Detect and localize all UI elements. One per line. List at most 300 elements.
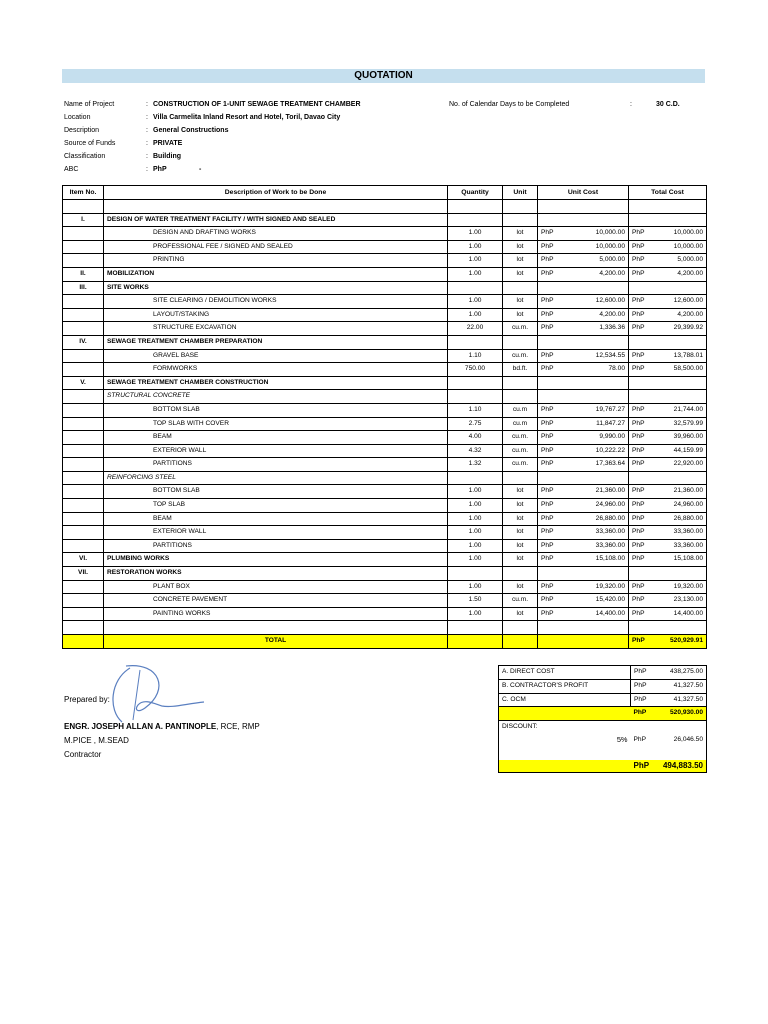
unit-cost-currency-cell: PhP [538,499,569,513]
document-title: QUOTATION [62,69,705,83]
project-field [64,124,704,137]
quantity-cell: 1.00 [448,580,503,594]
total-cost-cell: 33,360.00 [656,526,707,540]
item-no-cell [63,295,104,309]
quantity-cell: 750.00 [448,363,503,377]
table-row [63,308,707,322]
total-cost-cell [656,200,707,214]
unit-cost-cell: 17,363.64 [569,458,629,472]
description-cell: TOP SLAB [104,499,448,513]
description-cell: PLANT BOX [104,580,448,594]
total-cost-cell [656,567,707,581]
unit-cell: lot [503,308,538,322]
unit-cost-currency-cell: PhP [538,458,569,472]
unit-cost-currency-cell: PhP [538,417,569,431]
total-cost-cell: 44,159.99 [656,444,707,458]
unit-cost-currency-cell [538,200,569,214]
total-cost-cell: 23,130.00 [656,594,707,608]
quantity-cell [448,335,503,349]
table-row [63,335,707,349]
quantity-cell: 4.32 [448,444,503,458]
unit-cell: cu.m. [503,322,538,336]
unit-cell: lot [503,267,538,281]
item-no-cell [63,621,104,635]
total-cost-cell: 13,788.01 [656,349,707,363]
unit-cost-currency-cell: PhP [538,580,569,594]
item-no-cell [63,349,104,363]
project-field-value: General Constructions [153,127,229,134]
table-row [63,403,707,417]
total-cost-currency-cell [629,335,656,349]
total-cost-currency-cell: PhP [629,227,656,241]
description-cell: RESTORATION WORKS [104,567,448,581]
quantity-cell: 1.00 [448,512,503,526]
quantity-cell: 1.00 [448,485,503,499]
unit-cost-cell: 19,767.27 [569,403,629,417]
unit-cost-cell: 12,534.55 [569,349,629,363]
project-field-colon: : [146,166,148,173]
total-cost-currency-cell [629,376,656,390]
total-cost-cell: 4,200.00 [656,308,707,322]
item-no-cell: VII. [63,567,104,581]
project-field-extra: - [199,166,202,173]
unit-cost-currency-cell: PhP [538,363,569,377]
table-row [63,267,707,281]
table-row [63,322,707,336]
total-cost-cell: 58,500.00 [656,363,707,377]
table-row [63,200,707,214]
project-field-label: Classification [64,153,106,160]
item-no-cell [63,526,104,540]
header-description: Description of Work to be Done [104,186,448,200]
unit-cost-currency-cell: PhP [538,607,569,621]
spacer-3 [658,747,707,760]
table-row [63,485,707,499]
subtotal-currency: PhP [631,707,658,721]
unit-cost-cell [569,621,629,635]
unit-cell: lot [503,512,538,526]
quantity-cell [448,213,503,227]
total-cost-cell: 12,600.00 [656,295,707,309]
unit-cell: lot [503,580,538,594]
unit-cost-cell [569,390,629,404]
quantity-cell: 1.32 [448,458,503,472]
total-cost-currency-cell: PhP [629,553,656,567]
unit-cell: cu.m. [503,349,538,363]
project-field-value: PhP [153,166,167,173]
project-field-label: Name of Project [64,101,115,108]
total-cost-cell: 24,960.00 [656,499,707,513]
unit-cell: cu.m. [503,458,538,472]
total-value: 520,929.91 [656,635,707,649]
summary-direct-cost [499,666,707,680]
unit-cell: lot [503,553,538,567]
prepared-by-label: Prepared by: [64,695,110,704]
project-field [64,98,704,111]
unit-cost-currency-cell: PhP [538,240,569,254]
calendar-days-value: 30 C.D. [656,101,680,108]
description-cell: BEAM [104,431,448,445]
total-cost-currency-cell: PhP [629,363,656,377]
item-no-cell [63,403,104,417]
item-no-cell [63,444,104,458]
description-cell: PARTITIONS [104,458,448,472]
description-cell: PARTITIONS [104,539,448,553]
summary-grand-total [499,760,707,773]
item-no-cell: I. [63,213,104,227]
total-cost-cell: 32,579.99 [656,417,707,431]
unit-cost-cell [569,213,629,227]
project-field [64,163,704,176]
spacer-1 [499,747,631,760]
quantity-cell: 1.00 [448,254,503,268]
unit-cost-cell [569,200,629,214]
unit-cost-cell: 15,108.00 [569,553,629,567]
quantity-cell: 1.00 [448,607,503,621]
unit-cost-cell [569,281,629,295]
unit-cell: cu.m. [503,431,538,445]
project-field-colon: : [146,114,148,121]
signatory-credentials: M.PICE , M.SEAD [64,736,129,745]
item-no-cell: IV. [63,335,104,349]
discount-blank-1 [631,721,658,734]
item-no-cell: V. [63,376,104,390]
unit-cell [503,390,538,404]
item-no-cell: VI. [63,553,104,567]
quantity-cell: 2.75 [448,417,503,431]
unit-cell: lot [503,607,538,621]
unit-cell: lot [503,485,538,499]
discount-value: 26,046.50 [673,735,703,743]
unit-cost-cell: 21,360.00 [569,485,629,499]
description-cell: REINFORCING STEEL [104,471,448,485]
quantity-cell: 1.00 [448,267,503,281]
table-row [63,526,707,540]
total-cost-currency-cell: PhP [629,267,656,281]
unit-cell: bd.ft. [503,363,538,377]
quantity-cell: 4.00 [448,431,503,445]
unit-cell: lot [503,227,538,241]
unit-cell: cu.m. [503,444,538,458]
project-field-label: Location [64,114,91,121]
unit-cell [503,621,538,635]
description-cell: PLUMBING WORKS [104,553,448,567]
table-row [63,240,707,254]
unit-cost-cell: 26,880.00 [569,512,629,526]
total-cost-currency-cell [629,200,656,214]
description-cell: EXTERIOR WALL [104,526,448,540]
description-cell: FORMWORKS [104,363,448,377]
unit-cost-cell [569,335,629,349]
unit-cell [503,335,538,349]
total-cost-cell: 19,320.00 [656,580,707,594]
description-cell: STRUCTURAL CONCRETE [104,390,448,404]
total-cost-currency-cell: PhP [629,349,656,363]
unit-cost-currency-cell: PhP [538,485,569,499]
unit-cost-cell: 10,000.00 [569,227,629,241]
table-row [63,431,707,445]
calendar-days-colon: : [630,101,632,108]
header-unit: Unit [503,186,538,200]
unit-cost-currency-cell: PhP [538,539,569,553]
unit-cost-currency-cell [538,281,569,295]
total-cost-currency-cell: PhP [629,458,656,472]
total-cost-cell [656,390,707,404]
item-no-cell [63,200,104,214]
unit-cell [503,376,538,390]
table-row [63,594,707,608]
quantity-cell [448,621,503,635]
summary-discount-label-row [499,721,707,734]
quantity-cell: 1.00 [448,240,503,254]
table-row [63,295,707,309]
table-row [63,539,707,553]
total-cost-currency-cell: PhP [629,431,656,445]
total-currency: PhP [629,635,656,649]
item-no-cell: II. [63,267,104,281]
quantity-cell [448,376,503,390]
unit-cost-currency-cell: PhP [538,227,569,241]
subtotal-value: 520,930.00 [658,707,707,721]
table-row [63,363,707,377]
total-cost-currency-cell: PhP [629,403,656,417]
table-row [63,512,707,526]
direct-cost-currency: PhP [631,666,658,680]
header-total-cost: Total Cost [629,186,707,200]
unit-cost-cell: 4,200.00 [569,308,629,322]
total-unit-cell [503,635,538,649]
header-item-no: Item No. [63,186,104,200]
description-cell: SITE CLEARING / DEMOLITION WORKS [104,295,448,309]
item-no-cell [63,499,104,513]
profit-currency: PhP [631,679,658,693]
discount-percent: 5% [616,734,628,744]
unit-cost-currency-cell: PhP [538,322,569,336]
calendar-days-label: No. of Calendar Days to be Completed [449,101,570,108]
grand-total-currency: PhP [631,760,658,773]
unit-cost-cell: 24,960.00 [569,499,629,513]
subtotal-blank [499,707,631,721]
total-cost-cell: 39,960.00 [656,431,707,445]
item-no-cell [63,390,104,404]
total-cost-currency-cell [629,213,656,227]
unit-cell [503,567,538,581]
cost-summary-table [498,665,707,773]
total-label: TOTAL [104,635,448,649]
unit-cost-currency-cell: PhP [538,444,569,458]
total-cost-cell: 22,920.00 [656,458,707,472]
description-cell: STRUCTURE EXCAVATION [104,322,448,336]
unit-cost-cell: 12,600.00 [569,295,629,309]
summary-ocm [499,693,707,707]
item-no-cell [63,594,104,608]
total-cost-currency-cell: PhP [629,499,656,513]
description-cell: PRINTING [104,254,448,268]
total-cost-currency-cell: PhP [629,417,656,431]
total-cost-cell [656,376,707,390]
unit-cell [503,281,538,295]
unit-cost-currency-cell [538,213,569,227]
unit-cell: lot [503,254,538,268]
table-row [63,444,707,458]
table-row [63,254,707,268]
total-cost-currency-cell [629,281,656,295]
unit-cell [503,200,538,214]
description-cell: CONCRETE PAVEMENT [104,594,448,608]
project-field-value: PRIVATE [153,140,183,147]
table-row [63,458,707,472]
project-field-value: Building [153,153,181,160]
description-cell: SEWAGE TREATMENT CHAMBER PREPARATION [104,335,448,349]
unit-cost-cell: 9,990.00 [569,431,629,445]
table-row [63,607,707,621]
unit-cost-currency-cell: PhP [538,512,569,526]
total-cost-currency-cell: PhP [629,254,656,268]
quotation-table [62,185,707,649]
quantity-cell: 1.00 [448,499,503,513]
unit-cell: cu.m [503,417,538,431]
item-no-cell [63,580,104,594]
total-row [63,635,707,649]
direct-cost-value: 438,275.00 [658,666,707,680]
project-field-value: Villa Carmelita Inland Resort and Hotel, Toril, Davao City [153,114,341,121]
total-qty-cell [448,635,503,649]
table-row [63,390,707,404]
unit-cost-cell: 4,200.00 [569,267,629,281]
unit-cost-cell: 33,360.00 [569,539,629,553]
total-cost-currency-cell: PhP [629,444,656,458]
unit-cost-cell: 10,000.00 [569,240,629,254]
total-cost-cell: 21,360.00 [656,485,707,499]
direct-cost-label: A. DIRECT COST [499,666,631,680]
total-cost-cell [656,335,707,349]
total-cost-cell: 33,360.00 [656,539,707,553]
unit-cost-currency-cell: PhP [538,403,569,417]
unit-cell: lot [503,499,538,513]
total-cost-cell: 26,880.00 [656,512,707,526]
quantity-cell [448,390,503,404]
description-cell: BOTTOM SLAB [104,485,448,499]
unit-cost-currency-cell [538,621,569,635]
quantity-cell: 1.10 [448,349,503,363]
description-cell: PROFESSIONAL FEE / SIGNED AND SEALED [104,240,448,254]
unit-cost-currency-cell: PhP [538,349,569,363]
total-cost-currency-cell [629,567,656,581]
item-no-cell [63,607,104,621]
table-header [63,186,707,200]
profit-value: 41,327.50 [658,679,707,693]
unit-cost-cell: 1,336.36 [569,322,629,336]
total-cost-cell: 5,000.00 [656,254,707,268]
total-cost-cell [656,471,707,485]
table-row [63,499,707,513]
quantity-cell: 1.00 [448,308,503,322]
total-cost-currency-cell: PhP [629,322,656,336]
description-cell: BEAM [104,512,448,526]
total-cost-cell: 29,399.92 [656,322,707,336]
total-cost-currency-cell: PhP [629,580,656,594]
description-cell: DESIGN AND DRAFTING WORKS [104,227,448,241]
table-row [63,580,707,594]
total-cost-cell: 21,744.00 [656,403,707,417]
item-no-cell [63,363,104,377]
unit-cell: cu.m [503,403,538,417]
total-ucost-cell [569,635,629,649]
quantity-cell [448,567,503,581]
header-quantity: Quantity [448,186,503,200]
total-cost-currency-cell: PhP [629,485,656,499]
unit-cost-cell: 78.00 [569,363,629,377]
unit-cost-cell: 14,400.00 [569,607,629,621]
item-no-cell [63,431,104,445]
discount-currency: PhP [633,735,646,743]
table-row [63,213,707,227]
unit-cell: lot [503,526,538,540]
unit-cost-cell: 10,222.22 [569,444,629,458]
unit-cell: cu.m. [503,594,538,608]
ocm-value: 41,327.50 [658,693,707,707]
description-cell: SITE WORKS [104,281,448,295]
table-row [63,281,707,295]
quantity-cell: 1.50 [448,594,503,608]
description-cell [104,621,448,635]
unit-cost-currency-cell [538,471,569,485]
project-field-colon: : [146,127,148,134]
discount-blank-2 [658,721,707,734]
quantity-cell: 1.00 [448,227,503,241]
description-cell: BOTTOM SLAB [104,403,448,417]
table-row [63,621,707,635]
signatory-name-bold: ENGR. JOSEPH ALLAN A. PANTINOPLE [64,722,217,731]
summary-discount [499,734,707,747]
unit-cost-currency-cell: PhP [538,431,569,445]
item-no-cell [63,458,104,472]
table-row [63,567,707,581]
unit-cost-currency-cell: PhP [538,553,569,567]
total-cost-currency-cell: PhP [629,526,656,540]
description-cell: TOP SLAB WITH COVER [104,417,448,431]
unit-cell [503,471,538,485]
item-no-cell [63,308,104,322]
item-no-cell [63,322,104,336]
project-field-colon: : [146,153,148,160]
project-field-value: CONSTRUCTION OF 1-UNIT SEWAGE TREATMENT CHAMBER [153,101,361,108]
unit-cost-cell: 11,847.27 [569,417,629,431]
total-cost-cell [656,213,707,227]
unit-cost-currency-cell: PhP [538,308,569,322]
project-field-label: ABC [64,166,79,173]
description-cell: SEWAGE TREATMENT CHAMBER CONSTRUCTION [104,376,448,390]
signature [100,660,210,730]
total-cost-currency-cell: PhP [629,512,656,526]
quantity-cell: 1.00 [448,539,503,553]
unit-cost-cell: 33,360.00 [569,526,629,540]
total-item-cell [63,635,104,649]
summary-spacer [499,747,707,760]
item-no-cell [63,512,104,526]
item-no-cell [63,227,104,241]
unit-cost-cell [569,376,629,390]
description-cell: PAINTING WORKS [104,607,448,621]
quantity-cell: 1.00 [448,295,503,309]
quantity-cell [448,471,503,485]
item-no-cell [63,240,104,254]
table-row [63,471,707,485]
spacer-2 [631,747,658,760]
project-field-colon: : [146,101,148,108]
total-cost-cell: 4,200.00 [656,267,707,281]
total-cost-cell: 10,000.00 [656,240,707,254]
